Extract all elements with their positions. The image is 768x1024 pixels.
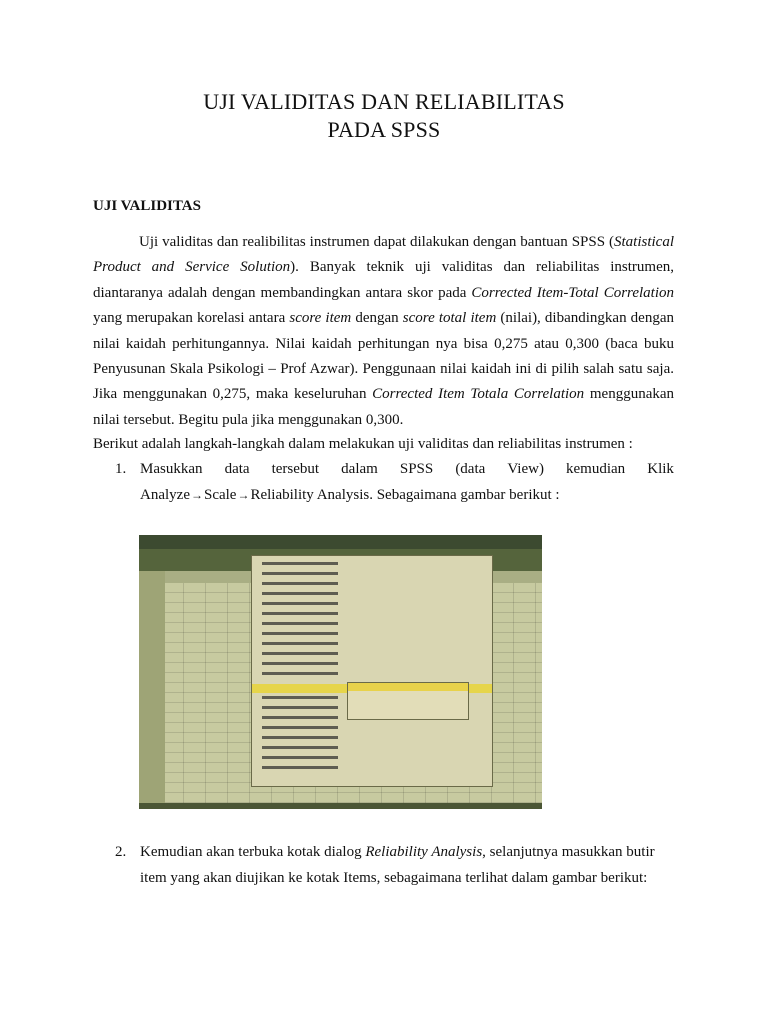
word: data xyxy=(224,461,250,477)
paragraph-italic: score total item xyxy=(402,310,497,327)
word: dalam xyxy=(341,461,378,477)
paragraph-italic: Statistical Product and Service Solution xyxy=(93,234,674,276)
steps-intro: Berikut adalah langkah-langkah dalam melakukan uji validitas dan reliabilitas instrumen : xyxy=(93,436,633,452)
paragraph-text: Uji validitas dan realibilitas instrumen dapat dilakukan dengan bantuan SPSS ( xyxy=(139,234,614,250)
spss-screenshot-image xyxy=(139,535,542,809)
word: Klik xyxy=(647,461,674,477)
word: (data xyxy=(455,461,486,477)
menu-path-reliability: Reliability Analysis. Sebagaimana gambar berikut : xyxy=(250,487,560,503)
spss-scale-submenu xyxy=(347,682,469,720)
step-2-text: Kemudian akan terbuka kotak dialog xyxy=(140,844,366,860)
title-line-1: UJI VALIDITAS DAN RELIABILITAS xyxy=(203,89,565,114)
spss-status-bar xyxy=(139,803,542,809)
paragraph-text: yang merupakan korelasi antara xyxy=(93,310,290,327)
arrow-right-icon: → xyxy=(237,488,250,502)
step-1-line-2 xyxy=(140,482,674,508)
step-2-text: , selanjutnya masukkan butir item yang akan diujikan ke kotak Items, sebagaimana terlihat dalam gambar berikut: xyxy=(140,844,655,886)
word: Masukkan xyxy=(140,461,203,477)
paragraph-text: ). Banyak teknik uji validitas dan reliabilitas instrumen, diantaranya adalah dengan membandingkan antara skor pada xyxy=(93,259,674,301)
step-text xyxy=(140,839,674,891)
step-number: 2. xyxy=(115,844,127,860)
paragraph-italic: Corrected Item Totala Correlation xyxy=(372,386,585,403)
word: tersebut xyxy=(271,461,320,477)
spss-menubar xyxy=(139,535,542,549)
menu-path-analyze: Analyze xyxy=(140,487,190,503)
word: View) xyxy=(507,461,544,477)
arrow-right-icon: → xyxy=(190,488,203,502)
paragraph-text: menggunakan nilai tersebut. Begitu pula jika menggunakan 0,300. xyxy=(93,386,675,428)
step-text xyxy=(140,456,674,508)
word: SPSS xyxy=(399,461,434,477)
step-2-italic: Reliability Analysis xyxy=(365,844,483,860)
menu-path-scale: Scale xyxy=(203,487,237,503)
spss-analyze-menu xyxy=(251,555,493,787)
paragraph-italic: score item xyxy=(289,310,352,327)
paragraph-text: (nilai), dibandingkan dengan nilai kaidah perhitungannya. Nilai kaidah perhitungan nya bisa 0,275 atau 0,300 (baca buku Penyusunan Skala Psikologi – Prof Azwar). Penggunaan nilai kaidah ini di pilih salah satu saja. Jika menggunakan 0,275, maka keseluruhan xyxy=(93,310,674,403)
section-heading: UJI VALIDITAS xyxy=(93,198,201,214)
step-1-line-1 xyxy=(140,456,674,482)
word: kemudian xyxy=(566,461,626,477)
title-line-2: PADA SPSS xyxy=(327,117,441,142)
spss-submenu-highlight xyxy=(348,683,468,691)
spss-row-header xyxy=(139,571,165,803)
document-title xyxy=(0,88,768,144)
body-paragraph xyxy=(93,230,674,433)
paragraph-text: dengan xyxy=(351,310,403,327)
step-number: 1. xyxy=(115,461,127,477)
paragraph-italic: Corrected Item-Total Correlation xyxy=(471,284,674,301)
